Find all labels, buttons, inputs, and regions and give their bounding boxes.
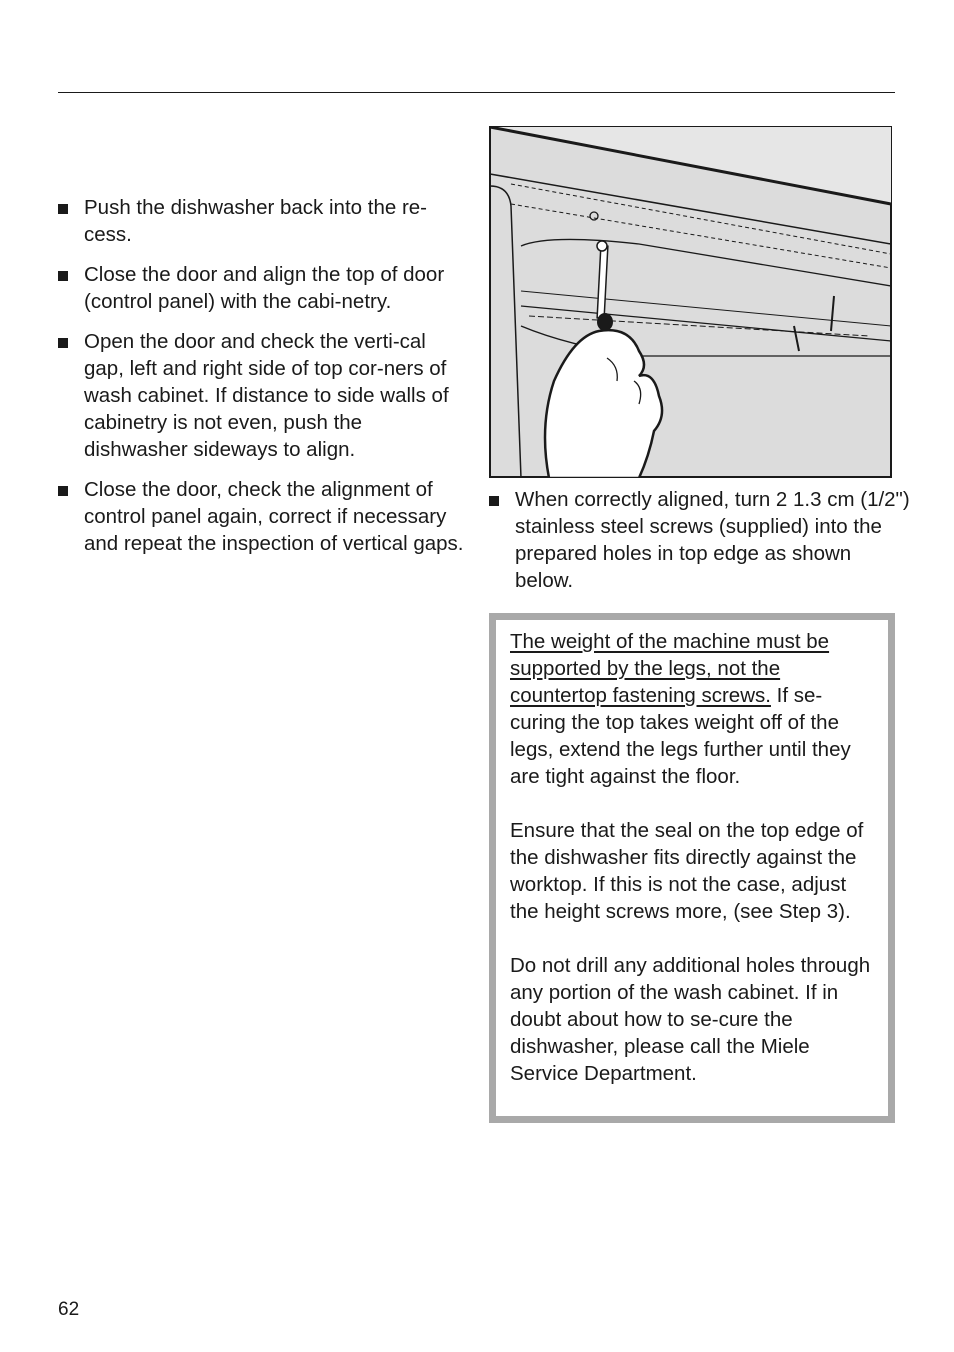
list-item-text: Push the dishwasher back into the re-cess. xyxy=(84,196,427,246)
square-bullet-icon xyxy=(58,486,68,496)
notice-paragraph: Do not drill any additional holes through any portion of the wash cabinet. If in doubt about how to se-cure the dishwasher, please call the Miele Service Department. xyxy=(510,954,871,1085)
list-item xyxy=(58,194,468,248)
header-rule xyxy=(58,92,895,93)
list-item-text: Close the door, check the alignment of control panel again, correct if necessary and repeat the inspection of vertical gaps. xyxy=(84,478,464,555)
notice-warning-rest: If se-curing the top takes weight off of the legs, extend the legs further until they are tight against the floor. xyxy=(510,684,851,788)
square-bullet-icon xyxy=(58,204,68,214)
list-item-text: Open the door and check the verti-cal gap, left and right side of top cor-ners of wash cabinet. If distance to side walls of cabinetry is not even, push the dishwasher sideways to align. xyxy=(84,330,449,461)
square-bullet-icon xyxy=(58,271,68,281)
square-bullet-icon xyxy=(58,338,68,348)
list-item xyxy=(58,328,468,463)
notice-paragraph: Ensure that the seal on the top edge of the dishwasher fits directly against the worktop. If this is not the case, adjust the height screws more, (see Step 3). xyxy=(510,819,864,923)
screwdriver-illustration xyxy=(489,126,892,478)
notice-warning-underlined: The weight of the machine must be supported by the legs, not the countertop fastening screws. xyxy=(510,630,830,707)
list-item xyxy=(58,476,468,557)
square-bullet-icon xyxy=(489,496,499,506)
notice-paragraph xyxy=(510,628,878,790)
list-item xyxy=(489,486,915,594)
list-item-text: Close the door and align the top of door (control panel) with the cabi-netry. xyxy=(84,263,445,313)
important-notice-box xyxy=(489,613,895,1123)
list-item-text: When correctly aligned, turn 2 1.3 cm (1/2") stainless steel screws (supplied) into the prepared holes in top edge as shown below. xyxy=(515,488,910,592)
list-item xyxy=(58,261,468,315)
page-number: 62 xyxy=(58,1299,80,1320)
instruction-list xyxy=(58,194,468,570)
